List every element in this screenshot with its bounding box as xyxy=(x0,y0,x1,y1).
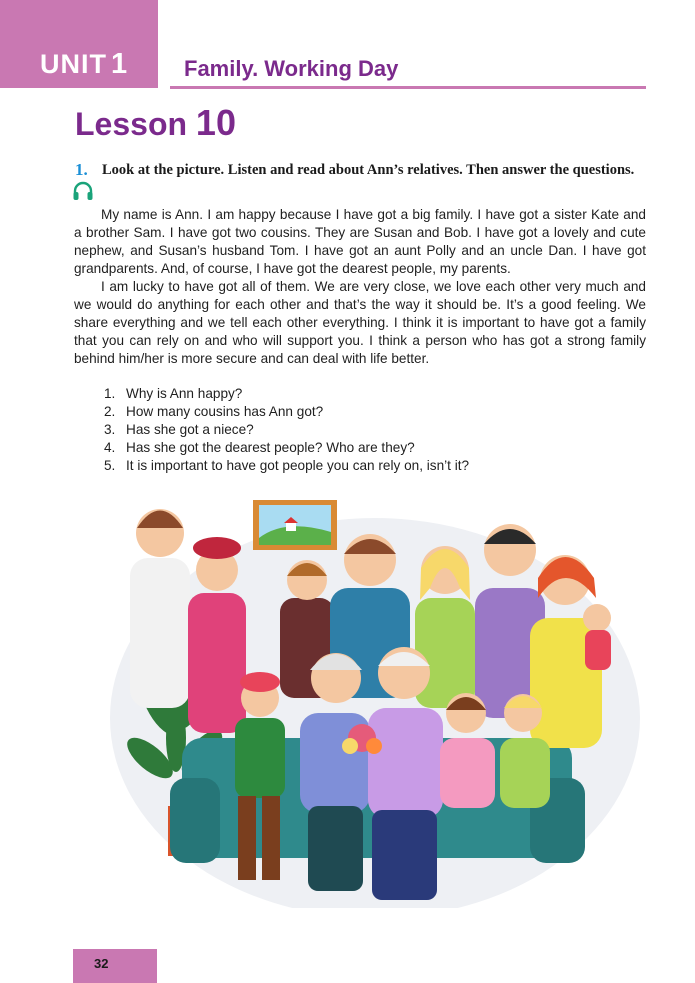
question-item xyxy=(104,385,469,403)
question-item xyxy=(104,421,469,439)
task-instruction: Look at the picture. Listen and read about Ann’s relatives. Then answer the questions. xyxy=(102,162,635,178)
question-text: Why is Ann happy? xyxy=(126,386,243,401)
unit-number: 1 xyxy=(111,48,129,80)
question-number: 2. xyxy=(104,404,116,419)
page-number-box xyxy=(73,949,157,983)
header-rule xyxy=(170,86,646,89)
unit-title: Family. Working Day xyxy=(184,56,399,81)
question-item xyxy=(104,403,469,421)
page-number: 32 xyxy=(94,956,109,971)
headphones-icon[interactable] xyxy=(72,180,94,202)
reading-text xyxy=(74,206,646,368)
question-number: 1. xyxy=(104,386,116,401)
family-illustration xyxy=(110,488,640,908)
lesson-number: 10 xyxy=(195,102,236,143)
question-number: 4. xyxy=(104,440,116,455)
paragraph: I am lucky to have got all of them. We are very close, we love each other very much and we would do anything for each other and that’s the way it should be. It’s a good feeling. We share everything and we tell each other everything. I think it is important to have got a family that you can rely on and who will support you. I think a person who has got a strong family behind him/her is more secure and can deal with life better. xyxy=(74,279,646,366)
lesson-title xyxy=(75,102,236,144)
question-item xyxy=(104,439,469,457)
lesson-word: Lesson xyxy=(75,106,188,142)
question-number: 5. xyxy=(104,458,116,473)
unit-label xyxy=(40,48,128,81)
question-number: 3. xyxy=(104,422,116,437)
unit-word: UNIT xyxy=(40,49,107,79)
task-number: 1. xyxy=(75,160,88,179)
question-text: Has she got a niece? xyxy=(126,422,254,437)
question-text: It is important to have got people you can rely on, isn’t it? xyxy=(126,458,470,473)
paragraph: My name is Ann. I am happy because I have got a big family. I have got a sister Kate and a brother Sam. I have got two cousins. They are Susan and Bob. I have got a lovely and cute nephew, and Susan’s husband Tom. I have got an aunt Polly and an uncle Dan. I have got grandparents. And, of course, I have got the dearest people, my parents. xyxy=(74,207,646,276)
question-text: Has she got the dearest people? Who are they? xyxy=(126,440,415,455)
question-item xyxy=(104,457,469,475)
question-list xyxy=(104,385,469,475)
question-text: How many cousins has Ann got? xyxy=(126,404,324,419)
